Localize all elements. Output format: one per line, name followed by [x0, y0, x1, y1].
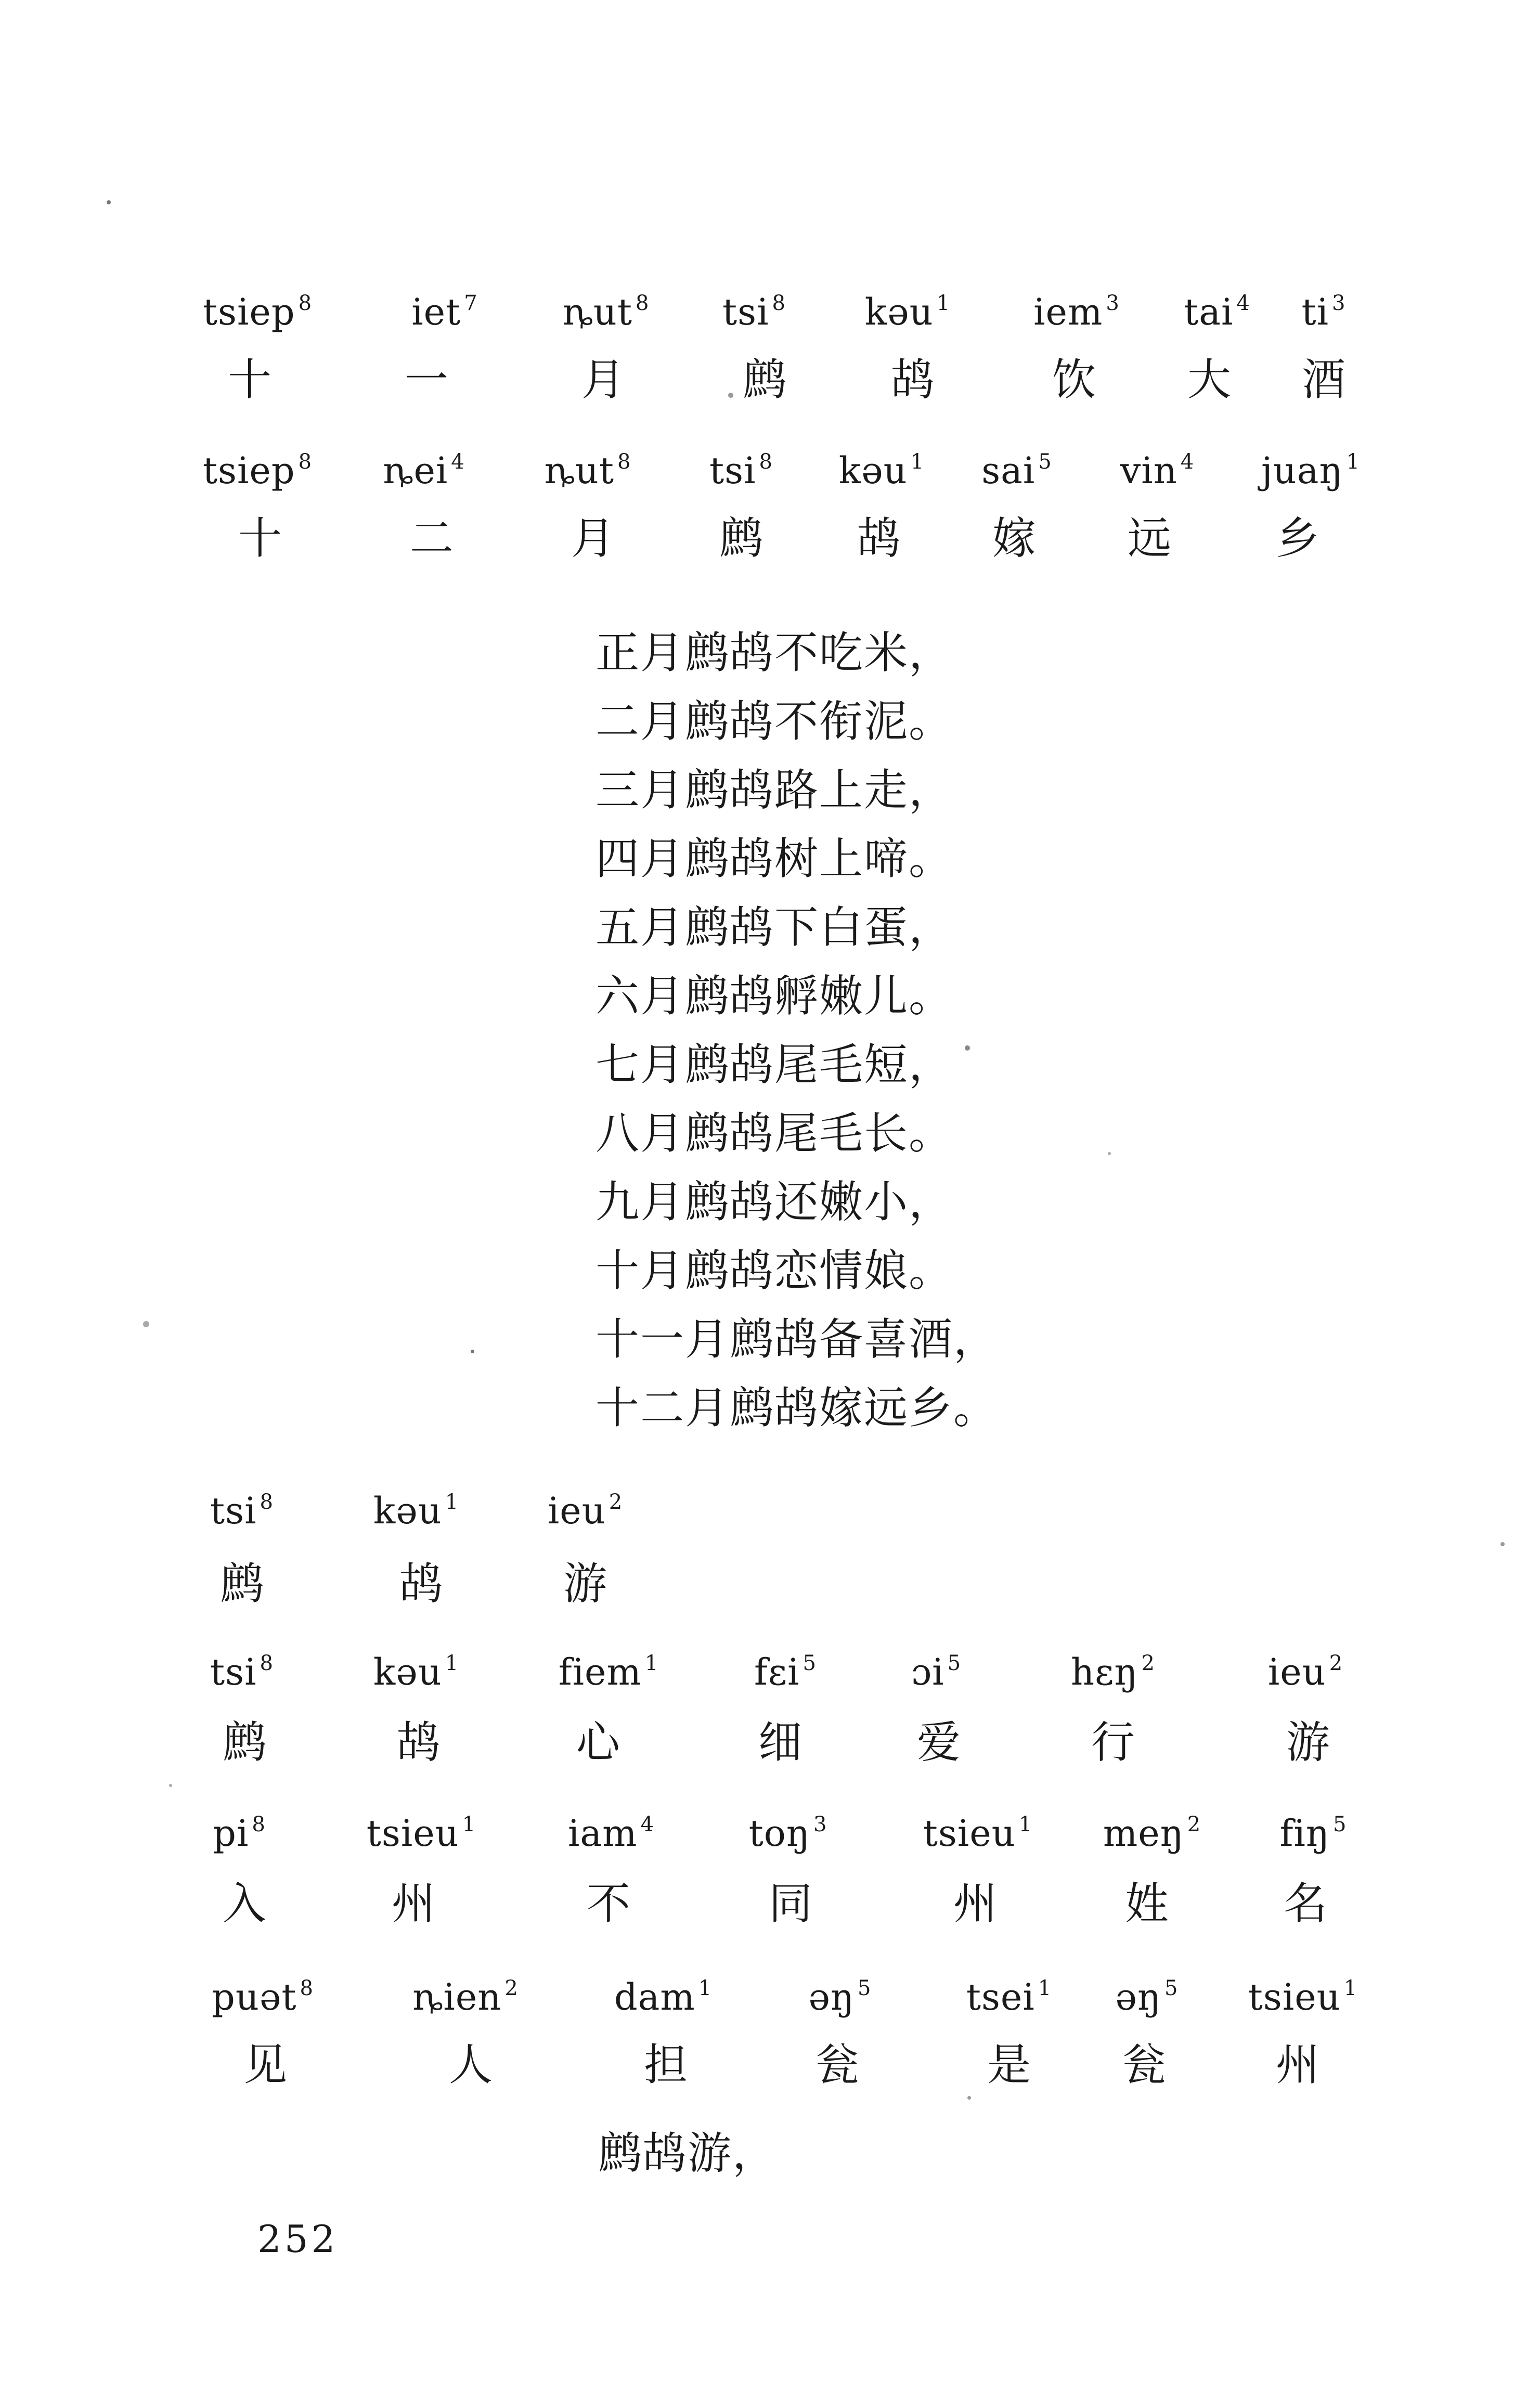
- hanzi: 二: [409, 513, 454, 564]
- syllable: tsiep $^8$: [202, 449, 313, 492]
- syllable: iem $^3$: [1033, 291, 1120, 333]
- poem-line: 六月鹧鸪孵嫩儿。: [596, 970, 954, 1021]
- hanzi: 州: [1275, 2039, 1320, 2090]
- syllable: ti $^3$: [1301, 291, 1346, 333]
- syllable: tsieu $^1$: [366, 1812, 476, 1855]
- poem-line: 正月鹧鸪不吃米，: [596, 627, 954, 678]
- hanzi: 细: [758, 1717, 803, 1768]
- poem-line: 十一月鹧鸪备喜酒，: [596, 1314, 999, 1365]
- syllable: əŋ $^5$: [808, 1976, 872, 2018]
- hanzi: 州: [391, 1878, 436, 1929]
- hanzi: 不: [586, 1878, 631, 1929]
- poem-line: 二月鹧鸪不衔泥。: [596, 696, 954, 747]
- syllable: juaŋ $^1$: [1261, 449, 1361, 492]
- poem-line: 三月鹧鸪路上走，: [596, 765, 954, 816]
- syllable: tsi $^8$: [722, 291, 786, 333]
- scan-speck: [967, 2096, 971, 2100]
- syllable: puət $^8$: [212, 1976, 314, 2018]
- hanzi: 乡: [1275, 513, 1320, 564]
- romanization-row: [0, 1969, 1540, 2031]
- hanzi: 月: [581, 354, 626, 405]
- hanzi: 人: [448, 2039, 493, 2090]
- hanzi: 入: [222, 1878, 267, 1929]
- hanzi: 十: [227, 354, 272, 405]
- scan-speck: [169, 1784, 172, 1787]
- syllable: ɔi $^5$: [911, 1651, 962, 1693]
- hanzi-row: [0, 1872, 1540, 1935]
- hanzi: 爱: [916, 1717, 961, 1768]
- hanzi: 州: [953, 1878, 998, 1929]
- syllable: ȵei $^4$: [383, 449, 465, 492]
- syllable: tsi $^8$: [709, 449, 773, 492]
- hanzi: 姓: [1124, 1878, 1169, 1929]
- scan-speck: [107, 200, 111, 204]
- hanzi: 一: [404, 354, 449, 405]
- hanzi: 大: [1187, 354, 1232, 405]
- poem-line: 五月鹧鸪下白蛋，: [596, 902, 954, 953]
- hanzi: 心: [576, 1717, 620, 1768]
- hanzi: 月: [571, 513, 615, 564]
- hanzi: 行: [1091, 1717, 1135, 1768]
- syllable: tsi $^8$: [210, 1651, 274, 1693]
- hanzi: 饮: [1052, 354, 1096, 405]
- hanzi: 同: [768, 1878, 813, 1929]
- romanization-row: [0, 442, 1540, 504]
- syllable: ȵien $^2$: [412, 1976, 519, 2018]
- hanzi-row: [0, 348, 1540, 411]
- syllable: tai $^4$: [1184, 291, 1250, 333]
- scan-speck: [1500, 1542, 1505, 1546]
- syllable: sai $^5$: [981, 449, 1052, 492]
- hanzi: 鹧: [219, 1558, 264, 1609]
- poem-line: 九月鹧鸪还嫩小，: [596, 1176, 954, 1227]
- hanzi: 嫁: [992, 513, 1037, 564]
- syllable: pi $^8$: [213, 1812, 266, 1855]
- hanzi: 瓮: [1122, 2039, 1167, 2090]
- syllable: ieu $^2$: [547, 1490, 623, 1532]
- romanization-row: [0, 1644, 1540, 1706]
- syllable: dam $^1$: [614, 1976, 713, 2018]
- hanzi: 远: [1127, 513, 1172, 564]
- syllable: fiem $^1$: [558, 1651, 659, 1693]
- hanzi-row: [0, 1711, 1540, 1774]
- syllable: əŋ $^5$: [1115, 1976, 1179, 2018]
- syllable: kəu $^1$: [838, 449, 925, 492]
- romanization-row: [0, 283, 1540, 346]
- page-number: 252: [257, 2217, 339, 2261]
- hanzi: 鸪: [857, 513, 901, 564]
- poem-line: 七月鹧鸪尾毛短，: [596, 1039, 954, 1090]
- syllable: fiŋ $^5$: [1279, 1812, 1347, 1855]
- syllable: meŋ $^2$: [1103, 1812, 1201, 1855]
- hanzi: 鸪: [399, 1558, 444, 1609]
- hanzi: 瓮: [815, 2039, 860, 2090]
- syllable: kəu $^1$: [373, 1490, 459, 1532]
- hanzi-row: [0, 2034, 1540, 2096]
- hanzi: 鸪: [890, 354, 935, 405]
- poem-line: 四月鹧鸪树上啼。: [596, 833, 954, 884]
- hanzi: 游: [563, 1558, 607, 1609]
- hanzi: 是: [987, 2039, 1031, 2090]
- romanization-row: [0, 1482, 1540, 1545]
- hanzi: 鸪: [396, 1717, 441, 1768]
- syllable: iam $^4$: [568, 1812, 654, 1855]
- syllable: ȵut $^8$: [562, 291, 650, 333]
- syllable: iet $^7$: [411, 291, 478, 333]
- syllable: ȵut $^8$: [544, 449, 631, 492]
- syllable: fɛi $^5$: [754, 1651, 817, 1693]
- syllable: tsei $^1$: [966, 1976, 1052, 2018]
- poem-line: 八月鹧鸪尾毛长。: [596, 1108, 954, 1159]
- syllable: toŋ $^3$: [748, 1812, 827, 1855]
- syllable: tsiep $^8$: [202, 291, 313, 333]
- hanzi-row: [0, 507, 1540, 570]
- romanization-row: [0, 1805, 1540, 1867]
- hanzi: 见: [243, 2039, 288, 2090]
- syllable: hɛŋ $^2$: [1071, 1651, 1155, 1693]
- hanzi: 鹧: [222, 1717, 267, 1768]
- hanzi: 十: [238, 513, 282, 564]
- scan-speck: [1108, 1152, 1111, 1155]
- syllable: tsi $^8$: [210, 1490, 274, 1532]
- syllable: ieu $^2$: [1267, 1651, 1343, 1693]
- syllable: tsieu $^1$: [1248, 1976, 1358, 2018]
- hanzi: 名: [1283, 1878, 1328, 1929]
- hanzi: 酒: [1301, 354, 1346, 405]
- scan-speck: [728, 393, 733, 398]
- scan-speck: [143, 1321, 149, 1327]
- poem-line: 十二月鹧鸪嫁远乡。: [596, 1382, 999, 1433]
- hanzi: 鹧: [719, 513, 763, 564]
- hanzi-row: [0, 1552, 1540, 1615]
- hanzi: 担: [643, 2039, 688, 2090]
- hanzi: 鹧: [742, 354, 787, 405]
- hanzi: 游: [1286, 1717, 1330, 1768]
- syllable: vin $^4$: [1120, 449, 1195, 492]
- scan-speck: [965, 1045, 970, 1051]
- syllable: kəu $^1$: [864, 291, 951, 333]
- syllable: kəu $^1$: [373, 1651, 459, 1693]
- poem-line: 十月鹧鸪恋情娘。: [596, 1245, 954, 1296]
- syllable: tsieu $^1$: [923, 1812, 1033, 1855]
- poem-line: 鹧鸪游，: [598, 2128, 778, 2179]
- scan-speck: [471, 1350, 474, 1353]
